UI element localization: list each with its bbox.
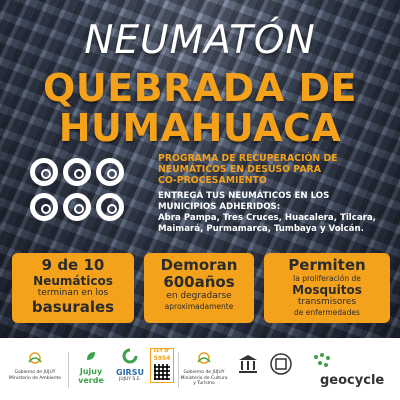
card-degrade-stat: [144, 253, 254, 323]
divider: [68, 352, 69, 388]
gobierno-ambiente-logo: [6, 348, 64, 381]
tire-icon: [63, 158, 91, 186]
card-stat-text: Neumáticos: [33, 274, 113, 288]
card-stat-text: terminan en los: [37, 288, 109, 298]
card-stat-text: aproximadamente: [164, 302, 234, 311]
temple-icon: [236, 352, 260, 376]
title-quebrada: QUEBRADA DE: [43, 66, 357, 110]
qr-code-icon: [154, 364, 170, 380]
title-humahuaca: HUMAHUACA: [58, 106, 342, 150]
tire-icon: [63, 193, 91, 221]
unesco-logo: [234, 352, 262, 380]
gobierno-cultura-logo: [180, 348, 228, 387]
program-line: PROGRAMA DE RECUPERACIÓN DE: [158, 153, 338, 164]
card-stat-text: transmisores: [297, 297, 357, 307]
card-stat-text: Permiten: [288, 256, 366, 274]
card-tires-stat: [12, 253, 134, 323]
leaf-icon: [84, 349, 98, 363]
tire-icon: [30, 158, 58, 186]
logo-text: GIRSU: [116, 368, 144, 377]
tire-icon: [96, 158, 124, 186]
tire-icon: [96, 193, 124, 221]
card-stat-text: de enfermedades: [294, 308, 360, 317]
heritage-emblem-icon: [269, 352, 293, 376]
logo-text: Gobierno de JUJUY: [183, 370, 225, 375]
world-heritage-logo: [268, 352, 294, 380]
card-stat-text: 600años: [163, 273, 235, 291]
recycle-icon: [122, 348, 138, 364]
deliver-line: Maimará, Purmamarca, Tumbaya y Volcán.: [158, 224, 364, 234]
logo-text: LEY N°: [153, 349, 171, 354]
card-mosquito-stat: [264, 253, 390, 323]
jujuy-verde-logo: [72, 348, 110, 385]
card-stat-text: en degradarse: [166, 291, 232, 301]
sun-icon: [26, 348, 44, 366]
deliver-text: [158, 191, 394, 235]
logo-text: JUJUY S.E.: [119, 377, 141, 382]
card-stat-text: la proliferación de: [293, 274, 361, 283]
dots-icon: [312, 352, 338, 370]
deliver-line: MUNICIPIOS ADHERIDOS:: [158, 202, 281, 212]
card-stat-text: basurales: [31, 298, 115, 316]
program-text: [158, 153, 390, 186]
card-stat-text: Mosquitos: [292, 283, 362, 297]
card-stat-text: Demoran: [160, 256, 238, 274]
girsu-logo: [112, 348, 148, 383]
logo-text: Ministerio de Cultura y Turismo: [180, 375, 228, 386]
program-line: CO-PROCESAMIENTO: [158, 175, 267, 186]
logo-text: Gobierno de JUJUY: [14, 370, 56, 375]
deliver-line: ENTREGÁ TUS NEUMÁTICOS EN LOS: [158, 191, 330, 201]
ley-logo: [150, 348, 174, 383]
program-line: NEUMÁTICOS EN DESUSO PARA: [158, 164, 321, 175]
card-stat-text: 9 de 10: [41, 256, 105, 274]
tire-icon: [30, 193, 58, 221]
deliver-line: Abra Pampa, Tres Cruces, Huacalera, Tilcara,: [158, 213, 376, 223]
logo-text: Ministerio de Ambiente: [8, 375, 62, 381]
logo-text: geocycle: [320, 373, 385, 388]
footer-logos: [0, 338, 400, 400]
sun-icon: [195, 348, 213, 366]
logo-text: verde: [78, 376, 104, 385]
geocycle-logo: [312, 352, 394, 388]
divider: [178, 352, 179, 388]
title-neumaton: NEUMATÓN: [84, 18, 316, 63]
logo-text: 5954: [153, 354, 171, 362]
tires-icon-group: [30, 150, 126, 230]
logo-text: Jujuy: [79, 367, 103, 376]
